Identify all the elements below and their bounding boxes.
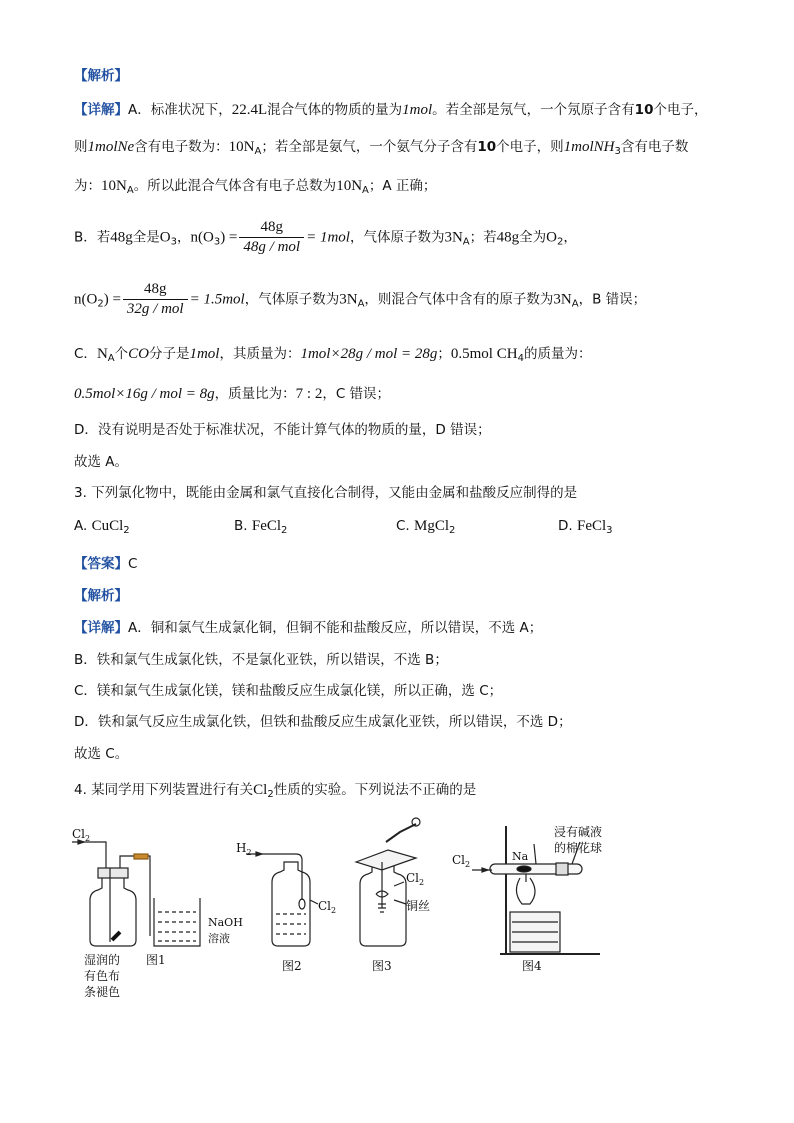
fig1-caption: 图1	[146, 953, 166, 967]
subscript: 3	[614, 146, 621, 157]
subscript: 2	[85, 834, 91, 843]
denominator: 48g / mol	[243, 239, 301, 255]
text: 个电子，	[653, 102, 708, 118]
fig2-caption: 图2	[282, 959, 302, 973]
text: 。若全部是氖气，一个氖原子含有	[432, 102, 635, 118]
q2-line-b2: $n(O_2)$ = $\frac{48g}{\text{32g / mol}}$ = 1.5mol，气体原子数为$3N_A$，则混合气体中含有的原子数为$3N_A$，B 错误；	[74, 281, 647, 317]
fig4-caption: 图4	[522, 959, 542, 973]
fig4-cl-label: Cl	[452, 853, 466, 867]
fig2-bottle	[246, 852, 318, 946]
formula: 0.5mol×16g / mol = 8g	[74, 386, 215, 402]
formula: 3N	[444, 229, 463, 246]
formula: 1molNH	[563, 139, 615, 155]
formula: Cl	[253, 782, 268, 798]
subscript: 2	[97, 298, 104, 310]
text: 分子是	[148, 346, 190, 362]
fig1-solution-label: 溶液	[208, 932, 230, 945]
q2-line-2	[74, 137, 688, 157]
fig1-beaker	[154, 898, 200, 946]
q2-line-b1: B．若48g全是$O_3$，$n(O_3)$ = $\frac{48g}{\text{48g / mol}}$ = 1mol，气体原子数为$3N_A$；若48g全为$O_2$，	[74, 219, 577, 255]
denominator: 32g / mol	[126, 301, 184, 317]
subscript: A	[462, 236, 470, 248]
q2-detail-tag: 【详解】	[74, 102, 128, 118]
formula: 10N	[228, 139, 255, 155]
option-formula: FeCl	[576, 518, 607, 534]
text: A．铜和氯气生成氯化铜，但铜不能和盐酸反应，所以错误，不选 A；	[128, 620, 543, 636]
subscript: A	[571, 298, 579, 310]
subscript: A	[362, 185, 369, 196]
q2-line-c1	[74, 344, 591, 364]
fig1-note-1: 湿润的	[84, 953, 121, 967]
apparatus-figures	[60, 812, 620, 1012]
q3-answer	[74, 554, 137, 574]
subscript: 3	[213, 236, 221, 248]
text: ，质量比为：	[214, 386, 296, 402]
formula: O	[159, 229, 171, 246]
formula: 22.4L	[231, 102, 268, 118]
text: ；若	[469, 229, 497, 246]
subscript: 2	[449, 525, 456, 536]
option-formula: FeCl	[251, 518, 282, 534]
subscript: 2	[246, 848, 252, 857]
text: ，则混合气体中含有的原子数为	[364, 291, 554, 308]
text: 含有电子数	[620, 139, 689, 155]
q3-line-c: C．镁和氯气生成氯化镁，镁和盐酸反应生成氯化镁，所以正确，选 C；	[74, 683, 503, 699]
q3-option-c	[396, 516, 455, 536]
svg-text:H2	[236, 841, 252, 857]
q3-option-d	[558, 516, 613, 536]
text: ，其质量为：	[219, 346, 301, 362]
subscript: A	[357, 298, 365, 310]
q3-conclusion: 故选 C。	[74, 746, 129, 762]
text: ；若全部是氨气，一个氨气分子含有	[261, 139, 478, 155]
text: ，	[563, 229, 577, 246]
fig1-note-3: 条褪色	[84, 985, 121, 999]
formula: 7 : 2	[295, 386, 323, 402]
svg-text:Cl2	[406, 871, 424, 887]
number: 10	[477, 139, 497, 155]
subscript: 3	[170, 236, 177, 248]
fig3-caption: 图3	[372, 959, 392, 973]
text: ，气体原子数为	[244, 291, 340, 308]
answer-tag: 【答案】	[74, 556, 128, 572]
formula: 1mol	[189, 346, 220, 362]
formula: 1mol×28g / mol = 28g	[300, 346, 438, 362]
text: ，C 错误；	[322, 386, 391, 402]
text: 。所以此混合气体含有电子总数为	[133, 178, 337, 194]
text: 4. 某同学用下列装置进行有关	[74, 782, 254, 798]
text: ，	[176, 229, 191, 246]
q3-stem: 3. 下列氯化物中，既能由金属和氯气直接化合制得，又能由金属和盐酸反应制得的是	[74, 485, 578, 501]
text: 全是	[132, 229, 160, 246]
answer-value: C	[128, 556, 138, 572]
subscript: 2	[267, 789, 274, 800]
text: ；A 正确；	[368, 178, 437, 194]
q2-line-1	[74, 100, 707, 120]
q3-line-a	[74, 618, 542, 638]
svg-text:Cl2	[318, 899, 336, 915]
numerator: 48g	[239, 218, 304, 238]
q3-analysis-tag: 【解析】	[74, 588, 128, 604]
q3-option-b	[234, 516, 287, 536]
text: C．	[74, 346, 97, 362]
formula: 10N	[336, 178, 363, 194]
text: 性质的实验。下列说法不正确的是	[273, 782, 477, 798]
formula: n(O	[190, 229, 214, 246]
arrow-icon	[482, 868, 488, 872]
svg-text:Cl2	[452, 853, 470, 869]
fig4-note-1: 浸有碱液	[554, 825, 603, 839]
option-label: D.	[558, 518, 573, 534]
q2-line-d: D．没有说明是否处于标准状况，不能计算气体的物质的量，D 错误；	[74, 422, 491, 438]
text: 含有电子数为：	[134, 139, 229, 155]
fig1-gas-bottle	[72, 840, 150, 946]
formula: = 1.5mol	[189, 291, 245, 308]
fig3-cl-label: Cl	[406, 871, 420, 885]
svg-text:Cl2	[72, 827, 90, 843]
fig1-note-2: 有色布	[84, 969, 121, 983]
option-label: B.	[234, 518, 248, 534]
q2-analysis-tag: 【解析】	[74, 68, 128, 84]
text: 的质量为：	[523, 346, 592, 362]
text: 个电子，则	[496, 139, 564, 155]
subscript: A	[254, 146, 262, 157]
subscript: 2	[281, 525, 288, 536]
option-formula: MgCl	[414, 518, 450, 534]
option-formula: CuCl	[91, 518, 124, 534]
q2-line-3	[74, 176, 436, 196]
text: B．若	[74, 229, 111, 246]
text: 为：	[74, 178, 101, 194]
text: 全为	[519, 229, 547, 246]
text: 混合气体的物质的量为	[267, 102, 403, 118]
formula: 48g	[496, 229, 520, 246]
fig4-na-label: Na	[512, 850, 529, 863]
subscript: 2	[419, 878, 425, 887]
formula: N	[96, 346, 108, 362]
subscript: A	[126, 185, 134, 196]
subscript: 4	[517, 353, 524, 364]
q3-line-b: B．铁和氯气生成氯化铁，不是氯化亚铁，所以错误，不选 B；	[74, 652, 448, 668]
q2-conclusion: 故选 A。	[74, 454, 129, 470]
fig1-naoh-label: NaOH	[208, 916, 243, 929]
q4-stem	[74, 780, 476, 800]
fig2-h-label: H	[236, 841, 247, 855]
formula: 1molNe	[87, 139, 135, 155]
option-label: A.	[74, 518, 88, 534]
fraction	[239, 218, 304, 257]
formula: n(O	[74, 291, 98, 308]
text: 则	[74, 139, 88, 155]
subscript: 2	[123, 525, 130, 536]
option-label: C.	[396, 518, 410, 534]
numerator: 48g	[123, 280, 188, 300]
text: 个	[114, 346, 129, 362]
formula: 0.5mol CH	[450, 346, 518, 362]
fraction	[123, 280, 188, 319]
text: ，气体原子数为	[349, 229, 445, 246]
fig2-cl-label: Cl	[318, 899, 332, 913]
q3-line-d: D．铁和氯气反应生成氯化铁，但铁和盐酸反应生成氯化亚铁，所以错误，不选 D；	[74, 714, 572, 730]
subscript: 2	[556, 236, 564, 248]
fig3-wire-label: 铜丝	[406, 899, 431, 913]
formula: 3N	[339, 291, 358, 308]
formula: 1mol	[402, 102, 433, 118]
formula: 3N	[553, 291, 572, 308]
fig4-note-2: 的棉花球	[554, 841, 603, 855]
text: ；	[437, 346, 451, 362]
q2-line-c2	[74, 384, 390, 404]
q3-option-a	[74, 516, 130, 536]
formula: = 1mol	[306, 229, 350, 246]
text: A．标准状况下，	[128, 102, 232, 118]
detail-tag: 【详解】	[74, 620, 128, 636]
subscript: 2	[331, 906, 337, 915]
subscript: 2	[465, 860, 471, 869]
formula: 48g	[110, 229, 133, 246]
subscript: A	[107, 353, 115, 364]
fig1-cl-label: Cl	[72, 827, 86, 841]
formula: O	[546, 229, 557, 246]
formula: 10N	[101, 178, 127, 194]
subscript: 3	[606, 525, 613, 536]
number: 10	[634, 102, 654, 118]
arrow-icon	[256, 852, 262, 856]
formula: CO	[128, 346, 149, 362]
text: ，B 错误；	[578, 291, 647, 308]
